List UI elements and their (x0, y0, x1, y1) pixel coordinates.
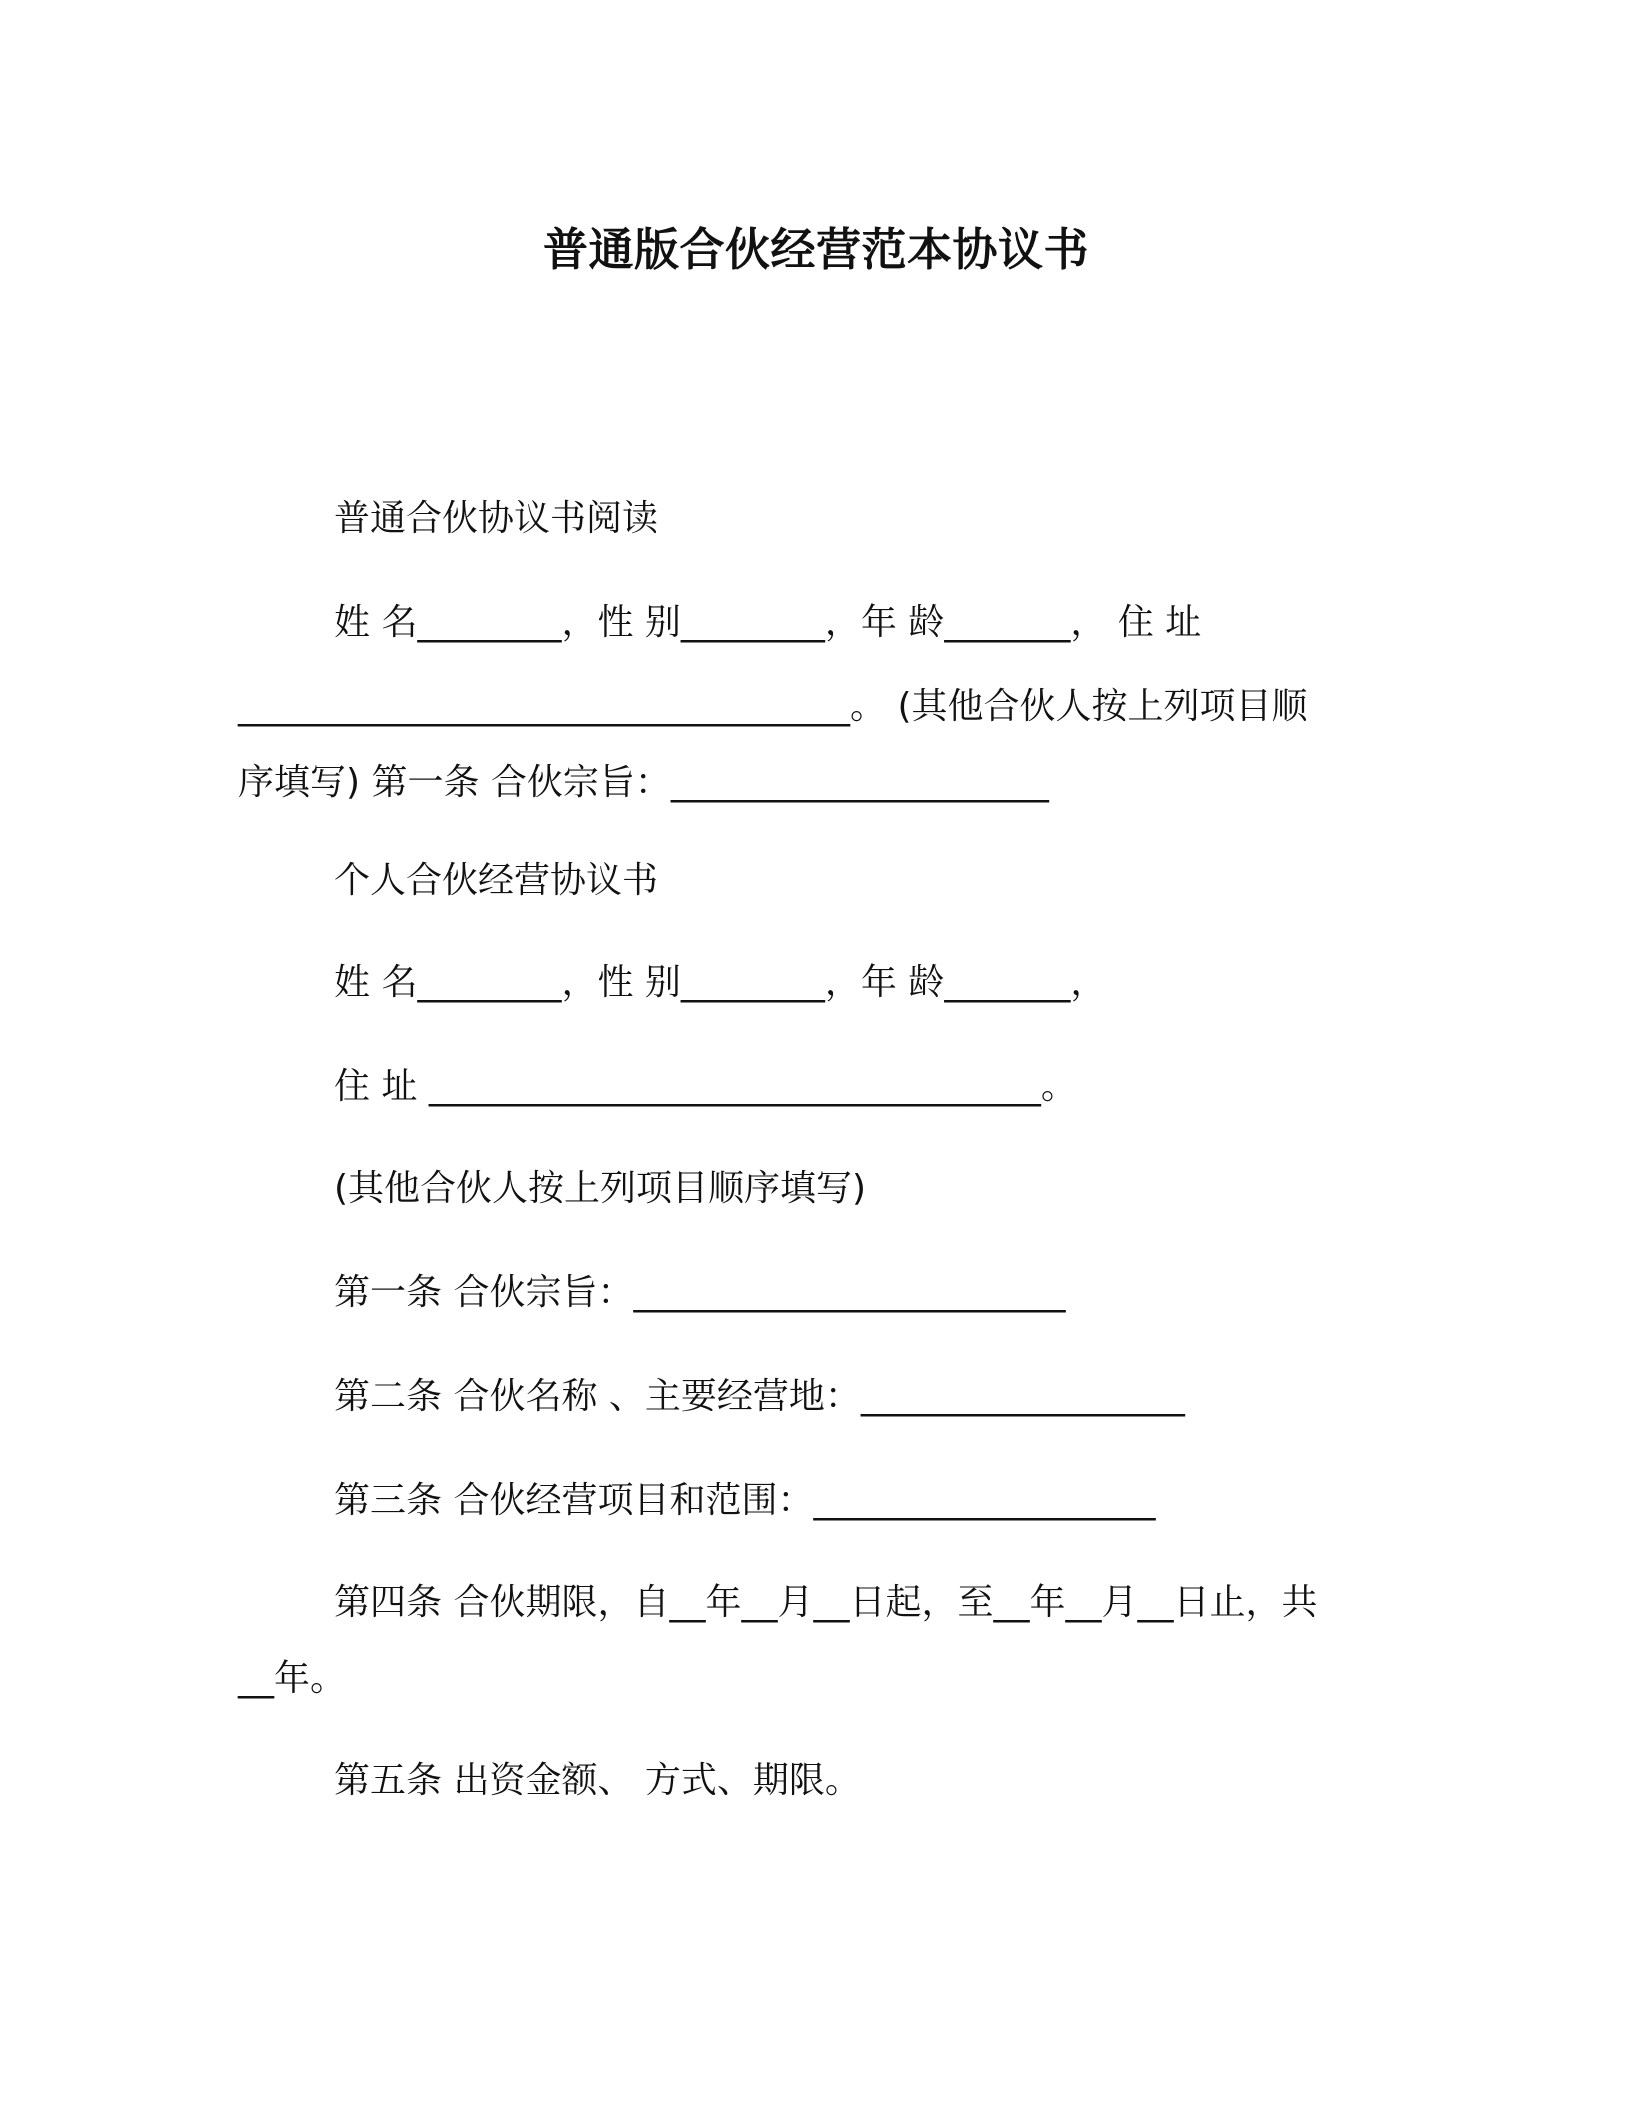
party-info-line: 姓 名________，性 别________，年 龄_______， 住 址 (334, 602, 1202, 643)
article-2: 第二条 合伙名称 、主要经营地：__________________ (334, 1376, 1185, 1417)
document-title: 普通版合伙经营范本协议书 (542, 223, 1089, 276)
fill-order-note: (其他合伙人按上列项目顺序填写) (334, 1168, 867, 1209)
article-4-continued: __年。 (238, 1658, 347, 1699)
address-line: __________________________________。 (其他合伙人按上列项目顺 (238, 686, 1308, 727)
party-info-line-2: 姓 名________，性 别________，年 龄_______， (334, 962, 1107, 1003)
section-heading-reading: 普通合伙协议书阅读 (334, 498, 659, 539)
article-3: 第三条 合伙经营项目和范围：___________________ (334, 1480, 1156, 1521)
article-1: 第一条 合伙宗旨：________________________ (334, 1272, 1066, 1313)
article-5: 第五条 出资金额、 方式、期限。 (334, 1760, 861, 1801)
purpose-line: 序填写) 第一条 合伙宗旨：_____________________ (238, 762, 1049, 803)
article-4: 第四条 合伙期限，自__年__月__日起，至__年__月__日止，共 (334, 1582, 1318, 1623)
address-line-2: 住 址 __________________________________。 (334, 1066, 1077, 1107)
section-heading-agreement: 个人合伙经营协议书 (334, 860, 659, 901)
